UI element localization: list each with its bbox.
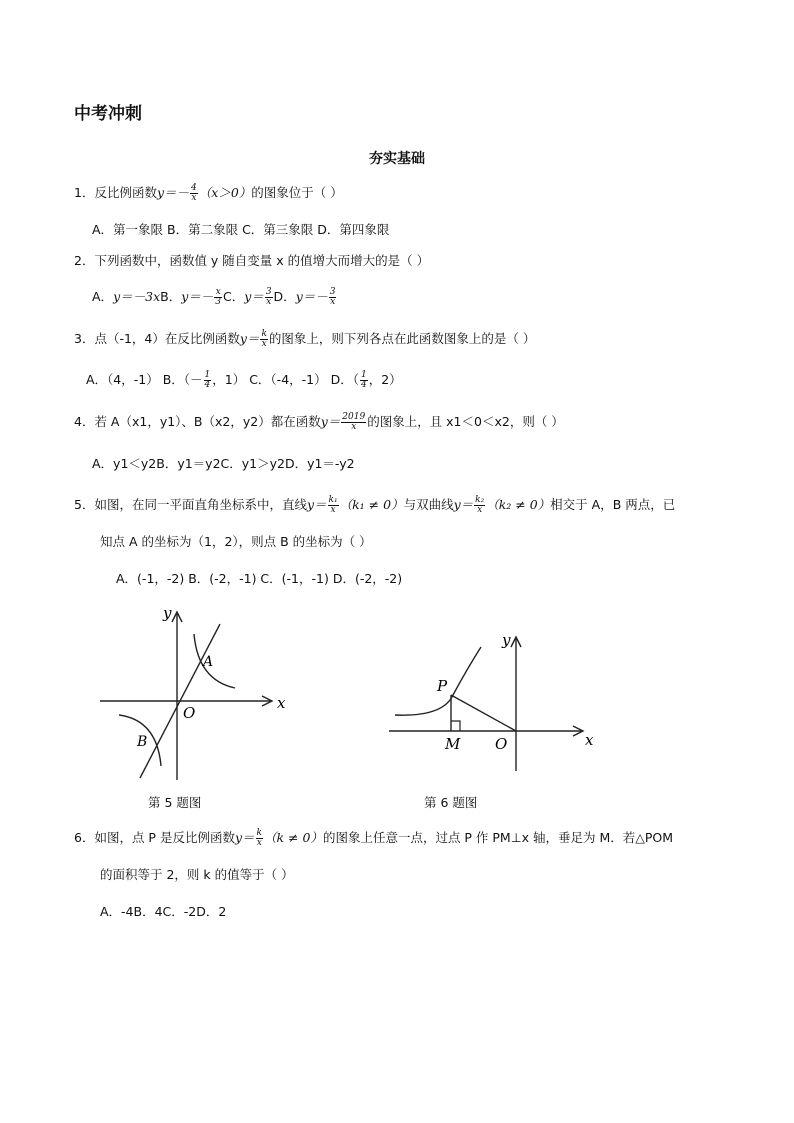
q2-option-c-fraction: $\frac{3}{x}$	[265, 287, 272, 307]
q2-option-d-label: D．	[273, 289, 296, 304]
figure-6-caption: 第 6 题图	[424, 795, 478, 810]
q1-y: y＝－	[156, 185, 190, 200]
q6-options: A．-4B．4C．-2D．2	[100, 904, 227, 919]
q4-stem-end: 的图象上，且 x1＜0＜x2，则（ ）	[367, 414, 564, 429]
q5-hyperbola-fraction: $\frac{\text{k₂}}{x}$	[475, 495, 485, 515]
q5-line-condition: （k₁ ≠ 0）	[339, 497, 404, 512]
q5-stem-end: 相交于 A，B 两点，已	[550, 497, 676, 512]
q4-fraction: $\frac{2019}{x}$	[342, 412, 366, 432]
q6-stem: 6．如图，点 P 是反比例函数	[74, 830, 235, 845]
q6-condition: （k ≠ 0）	[263, 830, 323, 845]
question-6	[74, 829, 673, 848]
fig5-label-y: y	[163, 604, 172, 622]
q1-condition: （x＞0）	[198, 185, 252, 200]
q2-option-a: y＝－3x	[113, 289, 161, 304]
q5-stem-mid: 与双曲线	[403, 497, 454, 512]
q6-stem-end: 的图象上任意一点，过点 P 作 PM⊥x 轴，垂足为 M．若△POM	[322, 830, 674, 845]
page-title: 中考冲刺	[74, 104, 142, 124]
fig6-label-x: x	[585, 731, 594, 749]
q6-line-2: 的面积等于 2，则 k 的值等于（ ）	[100, 867, 294, 882]
q3-options	[86, 371, 402, 390]
q5-line-y: y＝	[306, 497, 327, 512]
q1-stem-end: 的图象位于（ ）	[251, 185, 343, 200]
q2-option-c: y＝	[244, 289, 264, 304]
q1-fraction: $\frac{4}{x}$	[191, 183, 197, 203]
question-3	[74, 330, 535, 349]
q2-option-c-label: C．	[223, 289, 245, 304]
q3-option-d-fraction: $\frac{1}{4}$	[360, 370, 367, 390]
q5-line-fraction: $\frac{\text{k₁}}{x}$	[328, 495, 338, 515]
q4-stem: 4．若 A（x1，y1）、B（x2，y2）都在函数	[74, 414, 321, 429]
q6-y: y＝	[234, 830, 255, 845]
q5-line-2: 知点 A 的坐标为（1，2），则点 B 的坐标为（ ）	[100, 534, 372, 549]
q5-hyperbola-y: y＝	[453, 497, 474, 512]
figure-6	[385, 625, 605, 785]
q2-option-b: y＝－	[181, 289, 214, 304]
fig5-label-b: B	[137, 734, 148, 750]
fig6-label-m: M	[445, 735, 461, 753]
q3-option-d: D．（	[330, 372, 359, 387]
q2-option-d: y＝－	[295, 289, 328, 304]
q5-stem: 5．如图，在同一平面直角坐标系中，直线	[74, 497, 307, 512]
question-4	[74, 413, 564, 432]
q2-option-d-fraction: $\frac{3}{x}$	[329, 287, 336, 307]
q3-option-b-fraction: $\frac{1}{4}$	[204, 370, 211, 390]
fig6-segment-po	[451, 695, 516, 731]
q3-option-a: A．（4，-1）	[86, 372, 159, 387]
fig5-hyperbola-branch-a	[194, 634, 235, 688]
q2-option-a-label: A．	[92, 289, 114, 304]
q4-y: y＝	[320, 414, 341, 429]
q1-stem: 1．反比例函数	[74, 185, 157, 200]
q4-options: A．y1＜y2B．y1＝y2C．y1＞y2D．y1＝-y2	[92, 456, 355, 471]
question-5	[74, 496, 675, 515]
figure-5	[95, 600, 295, 790]
figure-5-caption: 第 5 题图	[148, 795, 202, 810]
q3-y: y＝	[239, 331, 260, 346]
fig6-right-angle-mark	[451, 721, 460, 731]
q5-options: A．(-1，-2) B．(-2，-1) C．(-1，-1) D．(-2，-2)	[116, 571, 403, 586]
q3-stem: 3．点（-1，4）在反比例函数	[74, 331, 240, 346]
q1-options: A．第一象限 B．第二象限 C．第三象限 D．第四象限	[92, 222, 390, 237]
q6-fraction: $\frac{k}{x}$	[256, 828, 262, 848]
fig5-label-x: x	[277, 694, 286, 712]
question-1	[74, 184, 343, 203]
question-2: 2．下列函数中，函数值 y 随自变量 x 的值增大而增大的是（ ）	[74, 253, 430, 268]
q2-options	[92, 288, 337, 307]
fig6-label-y: y	[502, 631, 511, 649]
q3-stem-end: 的图象上，则下列各点在此函数图象上的是（ ）	[268, 331, 536, 346]
section-heading: 夯实基础	[369, 151, 425, 167]
fig6-label-p: P	[437, 677, 448, 695]
fig6-label-o: O	[495, 735, 508, 753]
q3-option-c: C．（-4，-1）	[249, 372, 327, 387]
fig5-label-a: A	[203, 654, 214, 670]
q2-option-b-fraction: $\frac{x}{3}$	[215, 287, 222, 307]
q3-fraction: $\frac{k}{x}$	[261, 329, 267, 349]
q2-option-b-label: B．	[160, 289, 182, 304]
q5-hyperbola-condition: （k₂ ≠ 0）	[486, 497, 551, 512]
q3-option-d-end: ，2）	[368, 372, 402, 387]
q3-option-b: B．（－	[162, 372, 203, 387]
fig5-label-o: O	[183, 704, 196, 722]
q3-option-b-end: ，1）	[212, 372, 246, 387]
